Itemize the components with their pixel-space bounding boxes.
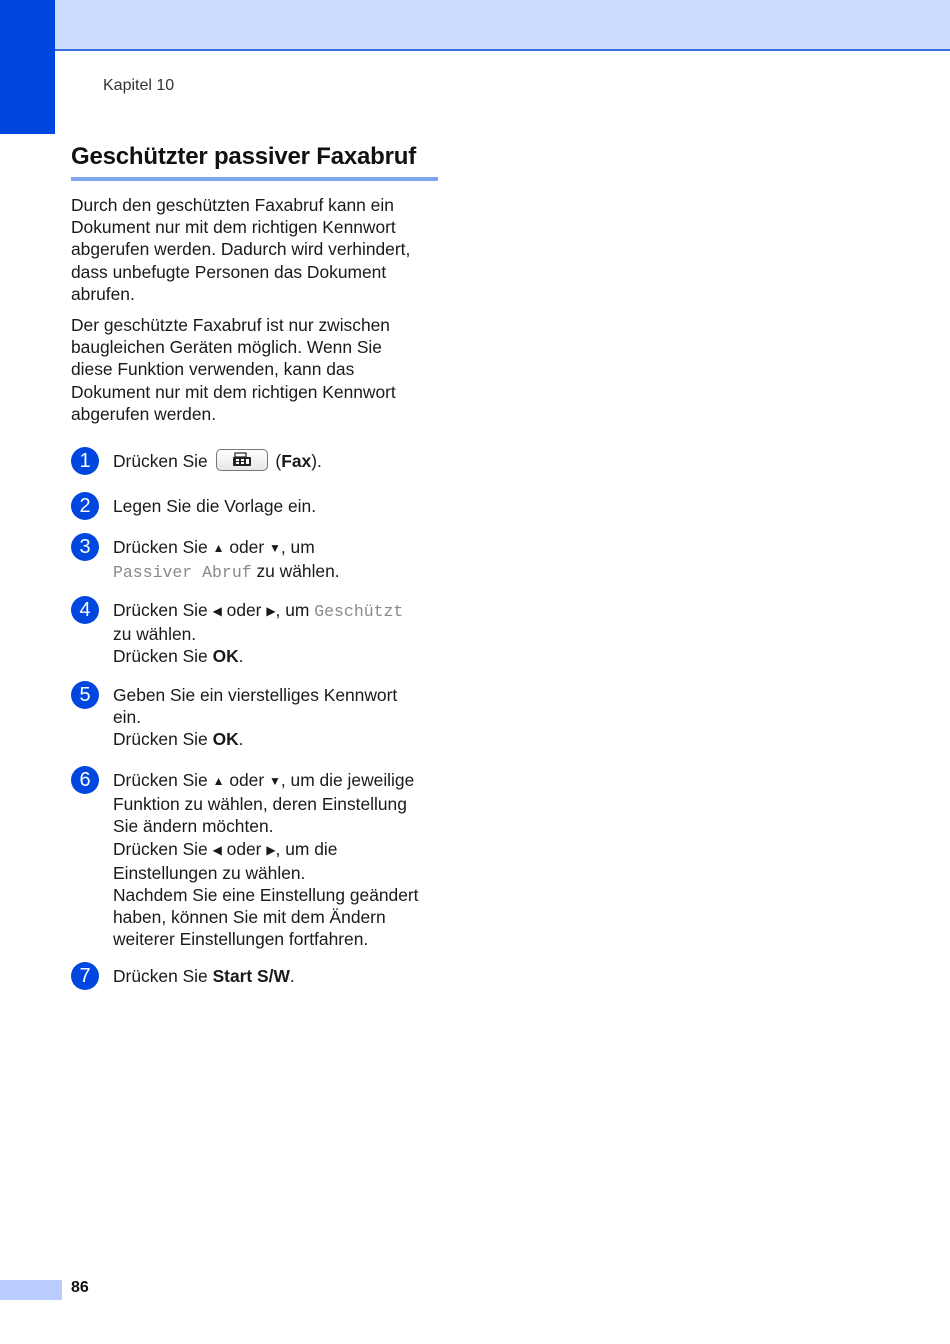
- fax-key-label: Fax: [281, 451, 312, 471]
- text-line: Der geschützte Faxabruf ist nur zwischen: [71, 315, 390, 335]
- chapter-tab: [0, 0, 55, 134]
- page-number: 86: [71, 1279, 89, 1296]
- text: .: [289, 966, 295, 986]
- text: .: [238, 646, 244, 667]
- text: Funktion zu wählen, deren Einstellung: [113, 794, 407, 815]
- text: haben, können Sie mit dem Ändern: [113, 907, 386, 928]
- footer-bar: [0, 1280, 62, 1300]
- text: oder: [229, 770, 265, 790]
- text: Drücken Sie: [113, 646, 208, 667]
- step-number: 2: [71, 492, 99, 520]
- text-line: abrufen.: [71, 283, 135, 304]
- text: Drücken Sie: [113, 770, 208, 790]
- text: Drücken Sie: [113, 537, 208, 557]
- text: Nachdem Sie eine Einstellung geändert: [113, 885, 419, 906]
- step-number: 6: [71, 766, 99, 794]
- fax-key-button[interactable]: [216, 449, 268, 471]
- text: , um: [275, 600, 310, 620]
- text: , um die jeweilige: [280, 770, 415, 790]
- up-arrow-icon: ▲: [212, 774, 225, 788]
- ok-key-label: OK: [212, 646, 239, 667]
- text-line: dass unbefugte Personen das Dokument: [71, 261, 387, 282]
- text: ein.: [113, 707, 142, 728]
- text: Geben Sie ein vierstelliges Kennwort: [113, 685, 398, 705]
- ok-key-label: OK: [212, 729, 239, 750]
- step-text: [113, 450, 453, 473]
- section-title: Geschützter passiver Faxabruf: [71, 143, 417, 170]
- step-number: 5: [71, 681, 99, 709]
- up-arrow-icon: ▲: [212, 541, 225, 555]
- left-arrow-icon: ◀: [212, 842, 222, 857]
- text-line: Durch den geschützten Faxabruf kann ein: [71, 195, 394, 215]
- intro-paragraph-2: [71, 314, 451, 425]
- start-key-label: Start S/W: [212, 966, 290, 986]
- intro-paragraph-1: [71, 194, 451, 305]
- step-text: [113, 684, 453, 751]
- text: oder: [229, 537, 265, 557]
- text: , um die: [275, 838, 338, 859]
- step-number: 7: [71, 962, 99, 990]
- text: Sie ändern möchten.: [113, 816, 274, 837]
- text: Drücken Sie: [113, 600, 208, 620]
- text-line: Dokument nur mit dem richtigen Kennwort: [71, 381, 396, 402]
- text-line: abgerufen werden.: [71, 403, 217, 424]
- step-text: [113, 536, 453, 584]
- text: oder: [226, 600, 262, 620]
- text: .: [238, 729, 244, 750]
- step-text: [113, 769, 453, 951]
- text: weiterer Einstellungen fortfahren.: [113, 929, 369, 950]
- text: Drücken Sie: [113, 838, 208, 859]
- header-band: [0, 0, 950, 51]
- text: Drücken Sie: [113, 729, 208, 750]
- text-line: diese Funktion verwenden, kann das: [71, 359, 355, 380]
- step-number: 1: [71, 447, 99, 475]
- text-line: abgerufen werden. Dadurch wird verhindert,: [71, 239, 411, 260]
- step-number: 3: [71, 533, 99, 561]
- text: ).: [311, 451, 322, 471]
- title-underline: [71, 177, 438, 181]
- step-text: Legen Sie die Vorlage ein.: [113, 496, 317, 516]
- chapter-label: Kapitel 10: [103, 77, 175, 94]
- text: zu wählen.: [256, 561, 340, 582]
- text-line: Dokument nur mit dem richtigen Kennwort: [71, 217, 396, 238]
- step-number: 4: [71, 596, 99, 624]
- text-line: baugleichen Geräten möglich. Wenn Sie: [71, 337, 382, 358]
- text: , um: [280, 537, 315, 557]
- lcd-option: Geschützt: [314, 602, 404, 621]
- down-arrow-icon: ▼: [268, 541, 281, 555]
- fax-icon: [232, 452, 252, 467]
- right-arrow-icon: ▶: [266, 604, 276, 618]
- step-text: [113, 599, 453, 668]
- text: Drücken Sie: [113, 966, 208, 986]
- text: zu wählen.: [113, 624, 197, 645]
- right-arrow-icon: ▶: [266, 842, 276, 857]
- step-text: [113, 965, 453, 987]
- text: (: [275, 451, 282, 471]
- text: Drücken Sie: [113, 451, 208, 471]
- lcd-option: Passiver Abruf: [113, 563, 252, 583]
- text: oder: [226, 838, 262, 859]
- text: Einstellungen zu wählen.: [113, 862, 306, 883]
- down-arrow-icon: ▼: [268, 774, 281, 788]
- left-arrow-icon: ◀: [212, 604, 222, 618]
